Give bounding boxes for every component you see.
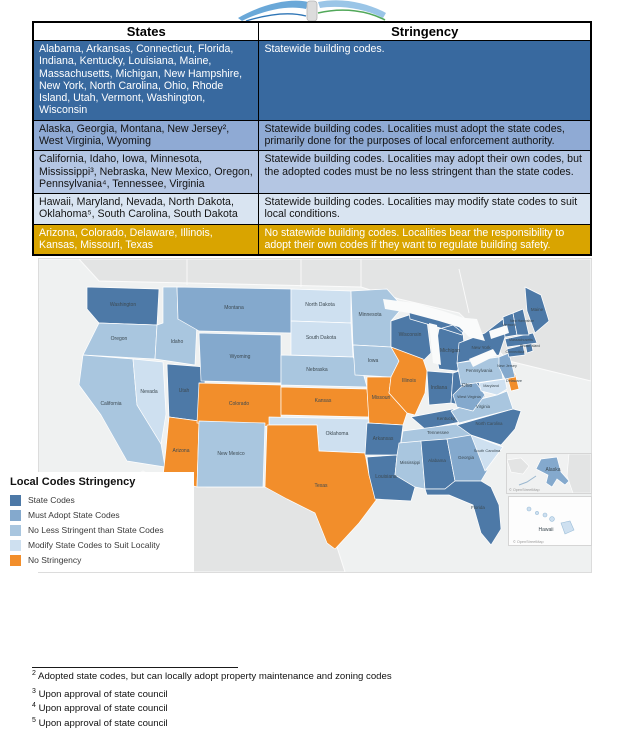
state-label: New Mexico [217, 451, 245, 457]
state-label: Washington [109, 302, 137, 308]
state-label: Florida [471, 505, 485, 510]
stringency-cell: Statewide building codes. Localities may adopt their own codes, but the adopted codes must be no less stringent than the state codes. [259, 151, 591, 194]
legend-title: Local Codes Stringency [10, 476, 136, 488]
footnote-marker: 5 [32, 716, 36, 724]
footnote [32, 688, 592, 700]
state-label: Wisconsin [398, 332, 422, 338]
footnotes [32, 670, 592, 731]
state-label: Arkansas [372, 436, 394, 442]
state-label: New York [471, 345, 491, 350]
state-label: Alabama [428, 458, 446, 463]
state-label: Nevada [140, 389, 158, 395]
legend-label: Must Adopt State Codes [28, 510, 120, 520]
state-label: Oklahoma [325, 431, 349, 437]
legend-swatch [10, 540, 21, 551]
column-header-states: States [33, 22, 259, 41]
state-label: Illinois [402, 378, 416, 384]
stringency-cell: No statewide building codes. Localities bear the responsibility to adopt their own codes if they want to regulate building safety. [259, 224, 591, 255]
state-label: Pennsylvania [465, 368, 493, 373]
state-label: Indiana [430, 385, 448, 391]
state-label: West Virginia [457, 394, 481, 399]
state-label: Georgia [457, 455, 475, 460]
footnote-marker: 3 [32, 688, 36, 696]
legend-swatch [10, 510, 21, 521]
state-label: Maryland [483, 384, 499, 388]
state-label: Missouri [371, 395, 391, 401]
state-label: Kentucky [436, 416, 456, 421]
state-label: New Jersey [497, 364, 517, 368]
legend-item [10, 538, 192, 552]
state-label: Arizona [172, 448, 190, 454]
state-label: Nebraska [306, 367, 328, 373]
hawaii-attribution: © OpenStreetMap [513, 540, 544, 544]
stringency-cell: Statewide building codes. Localities must adopt the state codes, primarily done for the purposes of local enforcement authority. [259, 120, 591, 151]
state-label: South Carolina [473, 448, 501, 453]
state-label: Montana [224, 305, 244, 311]
state-label: Vermont [502, 323, 516, 327]
state-label: Texas [314, 483, 328, 489]
states-cell: Alaska, Georgia, Montana, New Jersey², West Virginia, Wyoming [33, 120, 259, 151]
alaska-label: Alaska [545, 467, 561, 473]
legend-item [10, 493, 192, 507]
state-shape [427, 371, 453, 405]
state-label: Mississippi [399, 460, 421, 465]
footnote-text: Upon approval of state council [35, 703, 168, 715]
state-label: Ohio [461, 383, 473, 389]
state-label: Maine [530, 307, 544, 312]
footnote [32, 717, 592, 729]
states-cell: Alabama, Arkansas, Connecticut, Florida, Indiana, Kentucky, Louisiana, Maine, Massachusetts, Michigan, New Hampshire, New York, North Carolina, Ohio, Rhode Island, Utah, Vermont, Washington, Wisconsin [33, 41, 259, 121]
alaska-attribution: © OpenStreetMap [509, 488, 540, 492]
legend-swatch [10, 555, 21, 566]
building-codes-stringency-table [32, 21, 592, 256]
legend-label: No Less Stringent than State Codes [28, 525, 164, 535]
state-shape [199, 333, 281, 383]
state-shape [353, 345, 399, 377]
footnote-text: Adopted state codes, but can locally adopt property maintenance and zoning codes [35, 671, 392, 683]
hawaii-inset [508, 496, 592, 546]
legend-item [10, 523, 192, 537]
state-label: Louisiana [375, 474, 397, 480]
state-shape [291, 321, 353, 357]
state-shape [281, 387, 369, 417]
state-label: Tennessee [427, 430, 449, 435]
state-label: Minnesota [358, 312, 382, 318]
alaska-inset-map [507, 454, 591, 493]
state-label: North Dakota [305, 302, 335, 308]
stringency-cell: Statewide building codes. Localities may modify state codes to suit local conditions. [259, 194, 591, 225]
states-cell: California, Idaho, Iowa, Minnesota, Mississippi³, Nebraska, New Mexico, Oregon, Pennsylvania⁴, Tennessee, Virginia [33, 151, 259, 194]
state-label: Idaho [170, 339, 184, 345]
state-label: Virginia [476, 404, 490, 409]
state-label: Rhode Island [520, 344, 540, 348]
state-label: Iowa [367, 358, 379, 364]
column-header-stringency: Stringency [259, 22, 591, 41]
state-label: Oregon [110, 336, 128, 342]
footnote [32, 702, 592, 714]
legend-label: Modify State Codes to Suit Locality [28, 540, 160, 550]
state-label: New Hampshire [509, 319, 535, 323]
state-label: North Carolina [475, 421, 503, 426]
state-shape [365, 423, 403, 455]
footnote-text: Upon approval of state council [35, 717, 168, 729]
stringency-cell: Statewide building codes. [259, 41, 591, 121]
footnote-marker: 4 [32, 702, 36, 710]
table-row [33, 194, 591, 225]
state-label: Utah [178, 388, 190, 394]
legend-label: State Codes [28, 495, 75, 505]
hawaii-inset-map [509, 497, 591, 545]
hawaii-label: Hawaii [538, 527, 554, 533]
state-label: South Dakota [305, 335, 337, 341]
footnote-text: Upon approval of state council [35, 689, 168, 701]
table-header-row [33, 22, 591, 41]
table-row [33, 41, 591, 121]
state-label: Massachusetts [509, 338, 533, 342]
state-shape [197, 383, 281, 427]
legend-item [10, 553, 192, 567]
map-legend [6, 472, 194, 572]
state-shape [87, 287, 159, 325]
state-label: Michigan [439, 348, 461, 354]
table-row [33, 224, 591, 255]
legend-label: No Stringency [28, 555, 82, 565]
footnote-marker: 2 [32, 670, 36, 677]
legend-swatch [10, 495, 21, 506]
state-shape [197, 421, 265, 487]
state-shape [177, 287, 291, 333]
legend-item [10, 508, 192, 522]
state-label: California [100, 401, 122, 407]
state-shape [291, 289, 351, 323]
alaska-inset [506, 453, 592, 494]
state-label: Delaware [505, 379, 523, 383]
state-label: Connecticut [505, 350, 525, 354]
states-cell: Arizona, Colorado, Delaware, Illinois, Kansas, Missouri, Texas [33, 224, 259, 255]
state-label: Wyoming [229, 354, 251, 360]
table-row [33, 151, 591, 194]
table-row [33, 120, 591, 151]
partial-logo [236, 0, 390, 22]
state-label: Colorado [228, 401, 250, 407]
footnote-divider [32, 667, 238, 668]
footnote [32, 670, 592, 682]
state-label: Kansas [314, 398, 332, 404]
legend-swatch [10, 525, 21, 536]
states-cell: Hawaii, Maryland, Nevada, North Dakota, Oklahoma⁵, South Carolina, South Dakota [33, 194, 259, 225]
logo-swoosh-graphic [236, 0, 390, 22]
